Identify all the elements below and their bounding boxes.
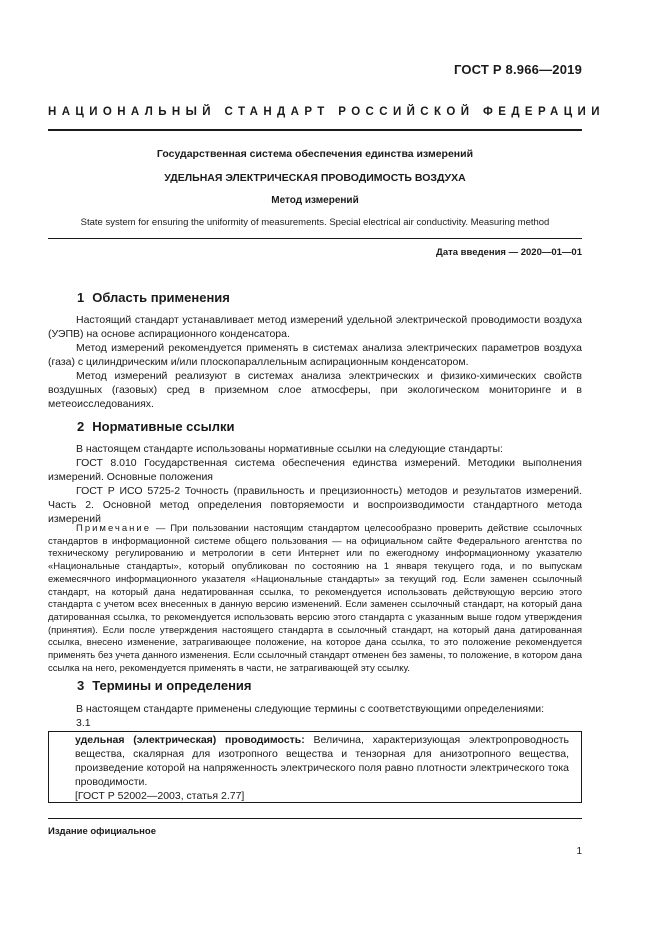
main-title: УДЕЛЬНАЯ ЭЛЕКТРИЧЕСКАЯ ПРОВОДИМОСТЬ ВОЗДУХА <box>164 172 466 184</box>
section-title: Область применения <box>92 290 230 305</box>
paragraph: В настоящем стандарте применены следующие термины с соответствующими определениями: <box>76 703 545 715</box>
official-edition-label: Издание официальное <box>48 826 156 837</box>
term-definition-box <box>48 731 582 803</box>
method-title: Метод измерений <box>271 195 359 206</box>
document-code: ГОСТ Р 8.966—2019 <box>453 62 582 77</box>
reference-iso-5725-2: ГОСТ Р ИСО 5725-2 Точность (правильность и прецизионность) методов и результатов измерений. Часть 2. Основной метод определения повторяемости и воспроизводимости стандартного метода измерений <box>48 485 582 525</box>
section-2-note <box>48 523 582 675</box>
paragraph: Настоящий стандарт устанавливает метод измерений удельной электрической проводимости воздуха (УЭПВ) на основе аспирационного конденсатора. <box>48 314 582 340</box>
introduction-date: Дата введения — 2020—01—01 <box>436 247 582 258</box>
paragraph: Метод измерений рекомендуется применять в системах анализа электрических параметров воздуха (газа) с цилиндрическим и/или плоскопараллельным аспирационным конденсатором. <box>48 342 582 368</box>
title-divider <box>48 238 582 239</box>
section-3-body <box>48 702 582 730</box>
section-title: Нормативные ссылки <box>92 419 235 434</box>
national-standard-heading: НАЦИОНАЛЬНЫЙ СТАНДАРТ РОССИЙСКОЙ ФЕДЕРАЦИИ <box>48 106 605 118</box>
section-1-body <box>48 313 582 411</box>
section-number: 3 <box>77 678 85 693</box>
reference-gost-8-010: ГОСТ 8.010 Государственная система обеспечения единства измерений. Методики выполнения измерений. Основные положения <box>48 457 582 483</box>
section-title: Термины и определения <box>92 678 252 693</box>
footer-divider <box>48 818 582 819</box>
section-2-heading <box>77 419 234 434</box>
section-2-body <box>48 442 582 526</box>
term-definition: Величина, характеризующая электропроводность вещества, скалярная для изотропного вещества и тензорная для анизотропного вещества, произведение которой на напряженность электрического поля равно плотности электрического тока проводимости. <box>75 734 569 788</box>
term-source: [ГОСТ Р 52002—2003, статья 2.77] <box>75 790 245 802</box>
header-divider <box>48 129 582 131</box>
system-title: Государственная система обеспечения единства измерений <box>156 148 474 160</box>
section-number: 2 <box>77 419 85 434</box>
paragraph: В настоящем стандарте использованы нормативные ссылки на следующие стандарты: <box>76 443 503 455</box>
english-title: State system for ensuring the uniformity of measurements. Special electrical air conductivity. Measuring method <box>80 217 550 228</box>
term-number: 3.1 <box>76 717 91 729</box>
page-number: 1 <box>576 846 582 857</box>
paragraph: Метод измерений реализуют в системах анализа электрических и физико-химических свойств воздушных (газовых) сред в приземном слое атмосферы, при экологическом мониторинге и в метеоисследованиях. <box>48 370 582 410</box>
note-text: — При пользовании настоящим стандартом целесообразно проверить действие ссылочных стандартов в информационной системе общего пользования — на официальном сайте Федерального агентства по техническому регулированию и метрологии в сети Интернет или по ежегодному информационному указателю «Национальные стандарты», который опубликован по состоянию на 1 января текущего года, и по выпускам ежемесячного информационного указателя «Национальные стандарты» за текущий год. Если заменен ссылочный стандарт, на который дана недатированная ссылка, то рекомендуется использовать действующую версию этого стандарта с учетом всех внесенных в данную версию изменений. Если заменен ссылочный стандарт, на который дана датированная ссылка, то рекомендуется использовать версию этого стандарта с указанным выше годом утверждения (принятия). Если после утверждения настоящего стандарта в ссылочный стандарт, на который дана датированная ссылка, внесено изменение, затрагивающее положение, на которое дана ссылка, то это положение рекомендуется применять без учета данного изменения. Если ссылочный стандарт отменен без замены, то положение, в котором дана ссылка на него, рекомендуется применять в части, не затрагивающей эту ссылку. <box>48 523 582 674</box>
note-label: Примечание <box>76 523 151 534</box>
section-3-heading <box>77 678 252 693</box>
section-number: 1 <box>77 290 85 305</box>
section-1-heading <box>77 290 230 305</box>
term-name: удельная (электрическая) проводимость: <box>75 734 305 746</box>
